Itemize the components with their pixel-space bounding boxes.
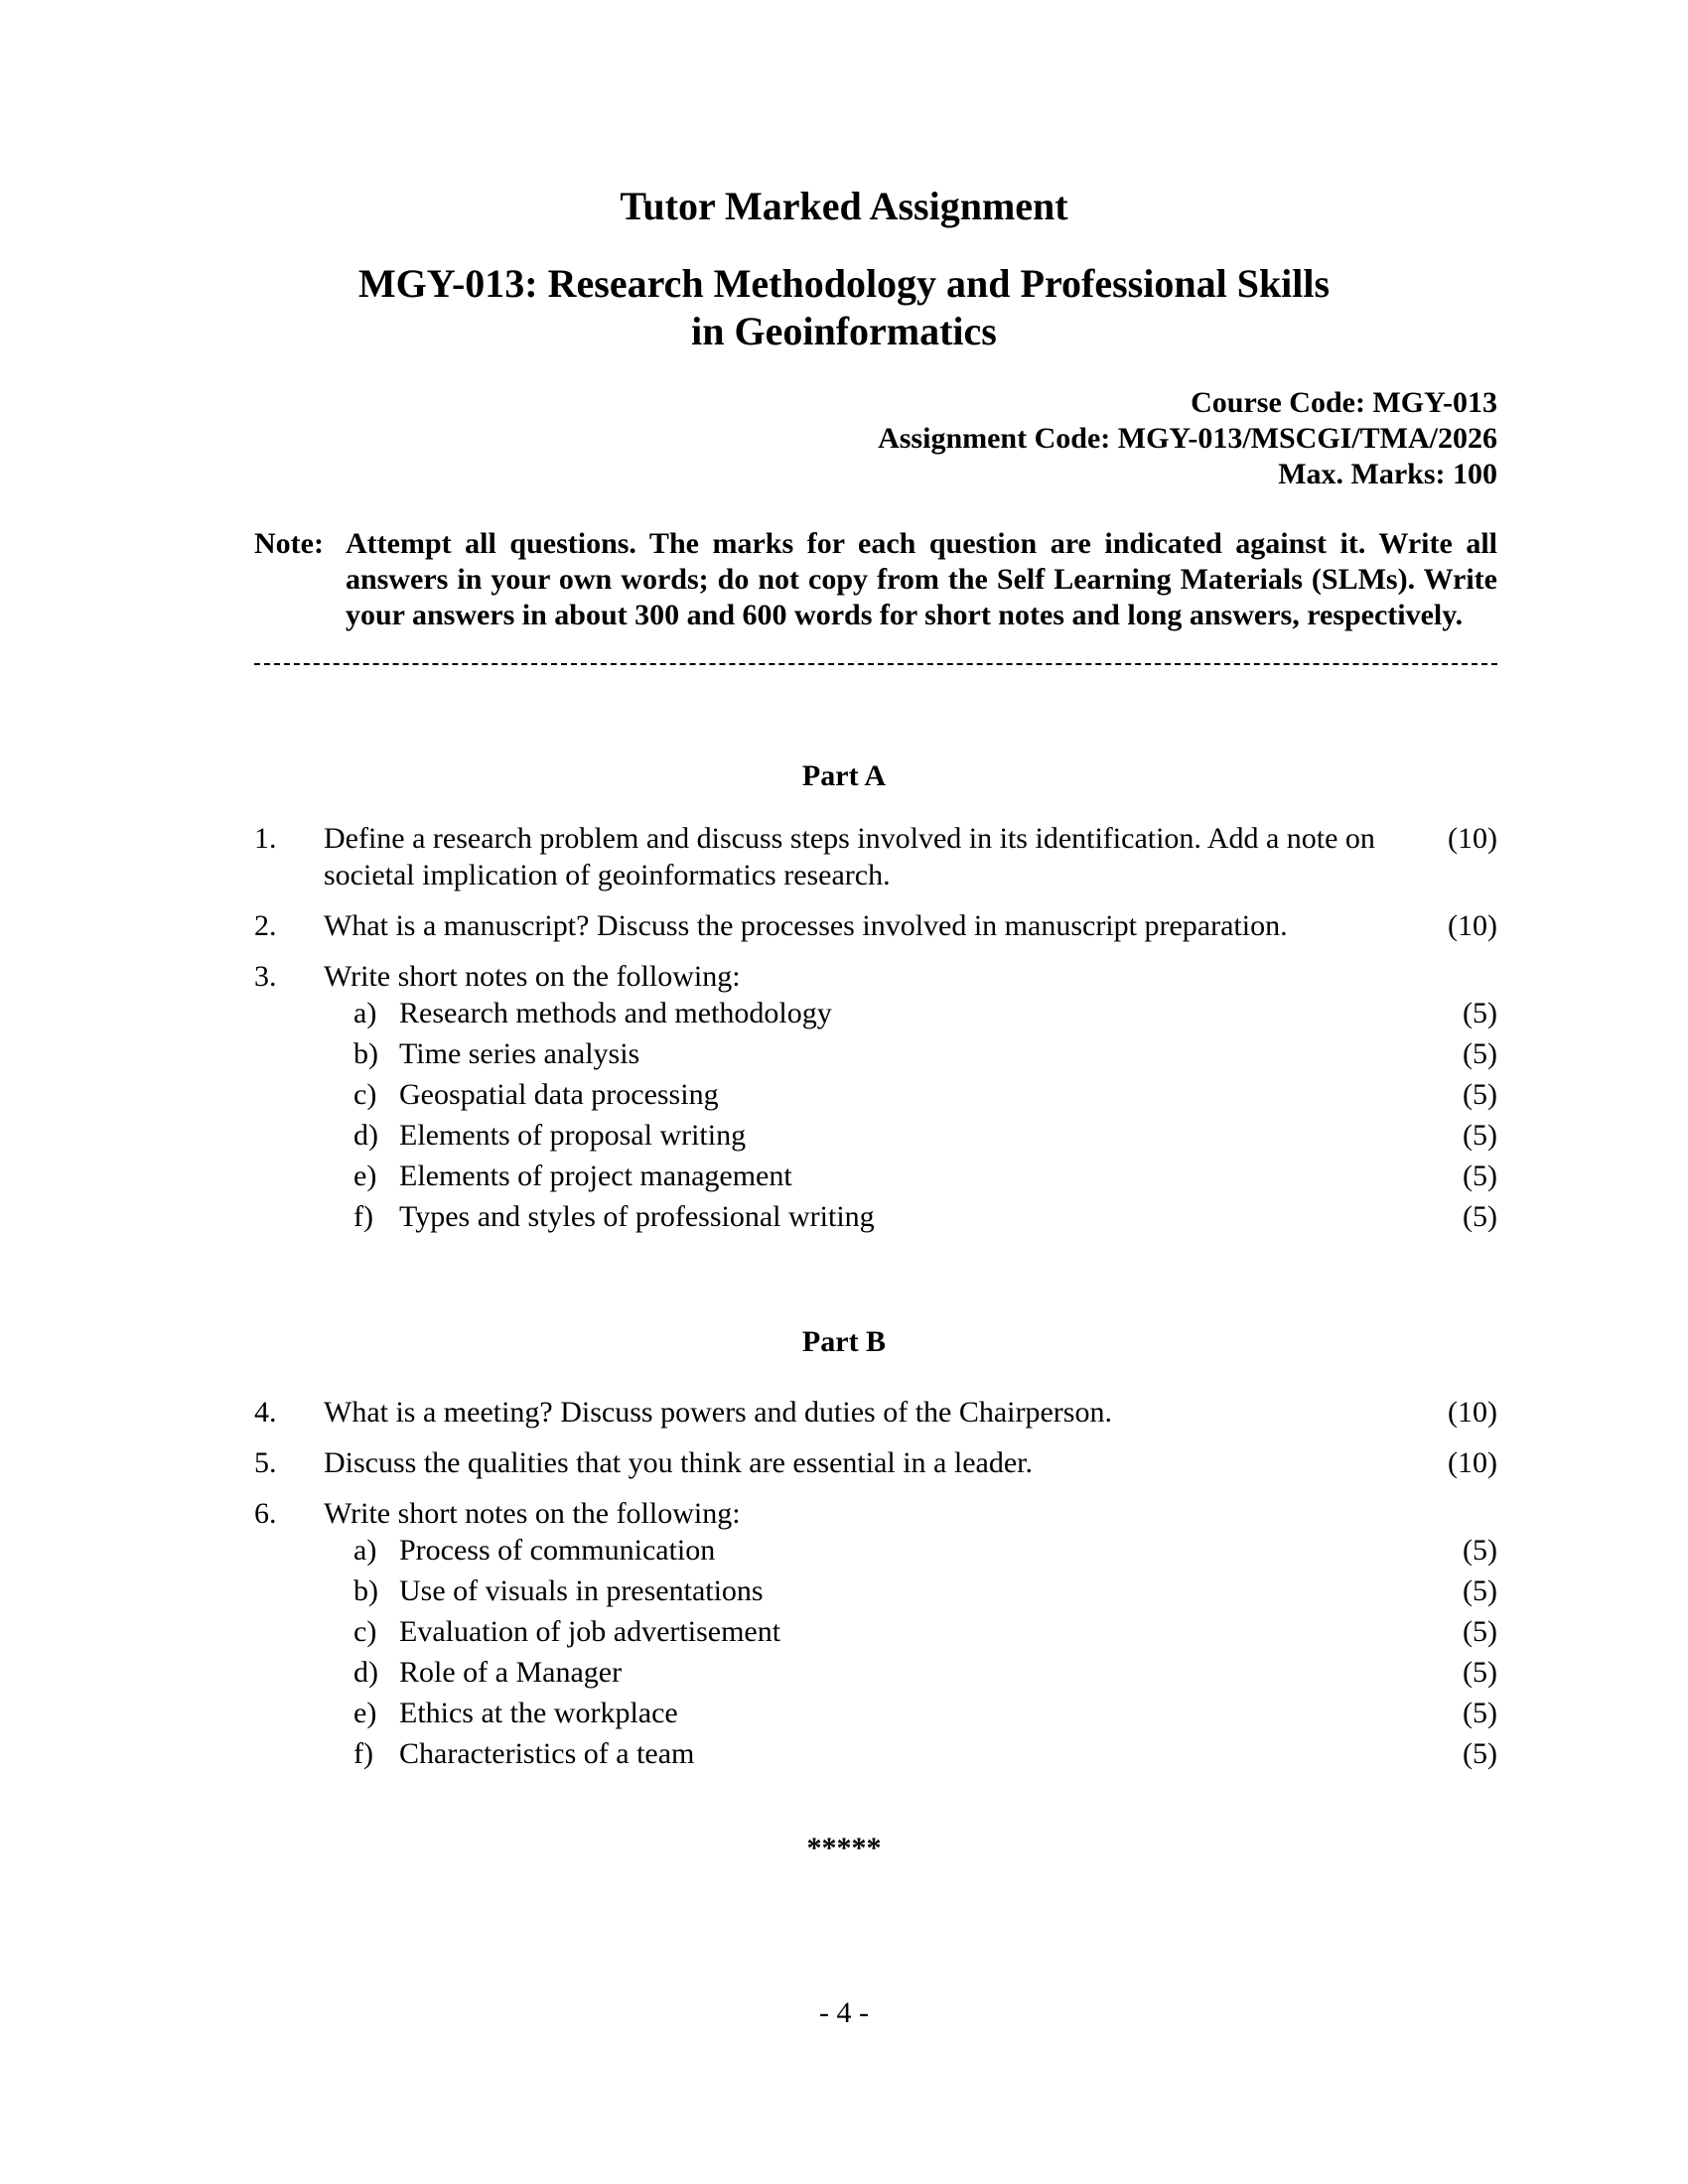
sub-text: Use of visuals in presentations <box>399 1574 764 1607</box>
sub-text: Elements of project management <box>399 1160 792 1192</box>
sub-text: Elements of proposal writing <box>399 1119 747 1152</box>
question-text: Write short notes on the following: <box>324 1497 741 1530</box>
sub-letter: f) <box>353 1200 373 1233</box>
question-marks: (10) <box>1448 909 1497 942</box>
short-note-item <box>353 1572 1497 1613</box>
short-note-item <box>353 1613 1497 1654</box>
short-note-item <box>353 1735 1497 1776</box>
sub-text: Process of communication <box>399 1534 716 1567</box>
sub-letter: d) <box>353 1656 378 1689</box>
short-note-item <box>353 1035 1497 1076</box>
sub-letter: c) <box>353 1615 377 1648</box>
sub-letter: a) <box>353 1534 377 1567</box>
sub-letter: e) <box>353 1697 377 1729</box>
max-marks: Max. Marks: 100 <box>1278 458 1497 490</box>
question-number: 2. <box>254 909 277 942</box>
question-1 <box>254 820 1497 893</box>
short-note-item <box>353 1117 1497 1158</box>
part-a-heading: Part A <box>801 759 887 792</box>
short-note-item <box>353 1158 1497 1198</box>
question-number: 3. <box>254 960 277 993</box>
sub-letter: b) <box>353 1037 378 1070</box>
question-marks: (10) <box>1448 1446 1497 1479</box>
short-note-item <box>353 1076 1497 1117</box>
question-6 <box>254 1495 1497 1776</box>
question-text: Write short notes on the following: <box>324 960 741 993</box>
sub-marks: (5) <box>1463 1078 1497 1111</box>
question-3 <box>254 958 1497 1239</box>
sub-text: Geospatial data processing <box>399 1078 719 1111</box>
question-4 <box>254 1394 1497 1431</box>
question-marks: (10) <box>1448 1396 1497 1429</box>
question-text: Define a research problem and discuss steps involved in its identification. Add a note on societal implication of geoinformatics research. <box>324 822 1375 891</box>
end-marker: ***** <box>806 1832 882 1864</box>
sub-marks: (5) <box>1463 1534 1497 1567</box>
question-marks: (10) <box>1448 822 1497 855</box>
part-a-questions <box>254 820 1497 1253</box>
short-note-item <box>353 1654 1497 1695</box>
sub-marks: (5) <box>1463 1037 1497 1070</box>
sub-letter: e) <box>353 1160 377 1192</box>
page-title: Tutor Marked Assignment <box>620 184 1068 228</box>
sub-marks: (5) <box>1463 1119 1497 1152</box>
instructions-note <box>254 526 1497 633</box>
question-text: What is a meeting? Discuss powers and duties of the Chairperson. <box>324 1396 1112 1429</box>
course-title: MGY-013: Research Methodology and Professional Skills in Geoinformatics <box>357 261 1331 353</box>
question-text: What is a manuscript? Discuss the processes involved in manuscript preparation. <box>324 909 1288 942</box>
sub-marks: (5) <box>1463 1200 1497 1233</box>
short-note-item <box>353 1695 1497 1735</box>
question-number: 6. <box>254 1497 277 1530</box>
part-b-heading: Part B <box>801 1325 887 1358</box>
sub-text: Characteristics of a team <box>399 1737 695 1770</box>
short-note-item <box>353 1532 1497 1572</box>
part-b-questions <box>254 1394 1497 1790</box>
sub-letter: b) <box>353 1574 378 1607</box>
sub-text: Role of a Manager <box>399 1656 623 1689</box>
short-note-item <box>353 995 1497 1035</box>
question-2 <box>254 907 1497 944</box>
sub-marks: (5) <box>1463 1656 1497 1689</box>
sub-text: Types and styles of professional writing <box>399 1200 875 1233</box>
page-number: - 4 - <box>819 1996 869 2029</box>
assignment-code: Assignment Code: MGY-013/MSCGI/TMA/2026 <box>878 422 1497 455</box>
course-code: Course Code: MGY-013 <box>1191 386 1497 419</box>
sub-text: Evaluation of job advertisement <box>399 1615 781 1648</box>
sub-text: Research methods and methodology <box>399 997 832 1029</box>
sub-marks: (5) <box>1463 1574 1497 1607</box>
sub-marks: (5) <box>1463 1697 1497 1729</box>
question-5 <box>254 1444 1497 1481</box>
note-label: Note: <box>254 527 324 560</box>
question-number: 4. <box>254 1396 277 1429</box>
sub-text: Time series analysis <box>399 1037 640 1070</box>
short-notes-list <box>353 1532 1497 1776</box>
sub-marks: (5) <box>1463 1737 1497 1770</box>
short-notes-list <box>353 995 1497 1239</box>
sub-marks: (5) <box>1463 1160 1497 1192</box>
sub-letter: c) <box>353 1078 377 1111</box>
sub-marks: (5) <box>1463 997 1497 1029</box>
sub-marks: (5) <box>1463 1615 1497 1648</box>
question-number: 1. <box>254 822 277 855</box>
sub-text: Ethics at the workplace <box>399 1697 678 1729</box>
sub-letter: f) <box>353 1737 373 1770</box>
note-text: Attempt all questions. The marks for each question are indicated against it. Write all answers in your own words; do not copy from the Self Learning Materials (SLMs). Write your answers in about 300 and 600 words for short notes and long answers, respectively. <box>346 527 1497 631</box>
dashed-divider <box>254 663 1497 665</box>
question-text: Discuss the qualities that you think are essential in a leader. <box>324 1446 1033 1479</box>
question-number: 5. <box>254 1446 277 1479</box>
sub-letter: d) <box>353 1119 378 1152</box>
short-note-item <box>353 1198 1497 1239</box>
assignment-meta <box>878 385 1497 492</box>
sub-letter: a) <box>353 997 377 1029</box>
